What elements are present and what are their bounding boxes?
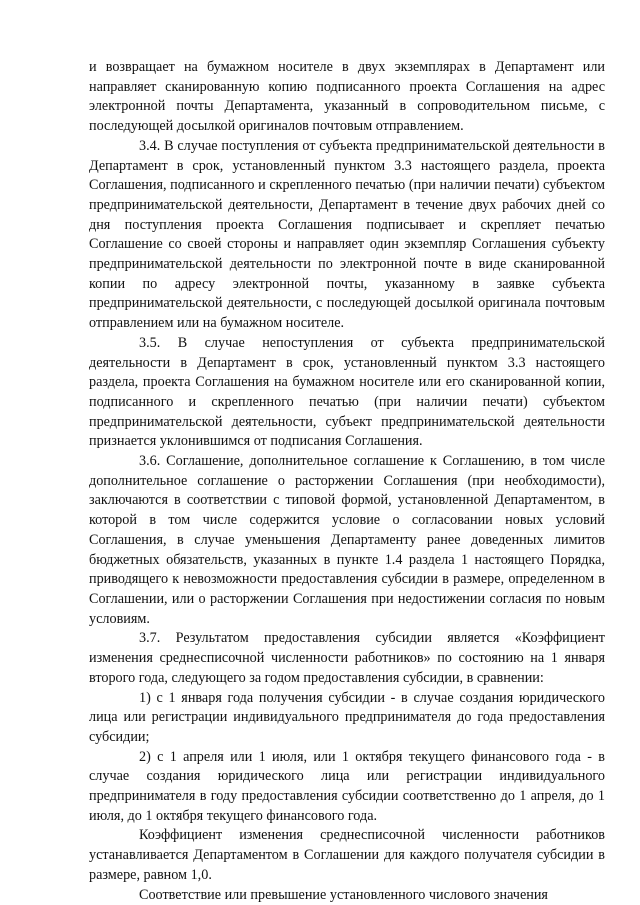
paragraph-coefficient: Коэффициент изменения среднесписочной численности работников устанавливается Департаментом в Соглашении для каждого получателя субсидии в размере, равном 1,0. (89, 827, 605, 883)
paragraph-3-5: 3.5. В случае непоступления от субъекта предпринимательской деятельности в Департамент в срок, установленный пунктом 3.3 настоящего раздела, проекта Соглашения на бумажном носителе или его сканированной копии, подписанного и скрепленного печатью (при наличии печати) субъектом предпринимательской деятельности, субъект предпринимательской деятельности признается уклонившимся от подписания Соглашения. (89, 334, 605, 450)
paragraph-3-4: 3.4. В случае поступления от субъекта предпринимательской деятельности в Департамент в срок, установленный пунктом 3.3 настоящего раздела, проекта Соглашения, подписанного и скрепленного печатью (при наличии печати) субъектом предпринимательской деятельности, Департамент в течение двух рабочих дней со дня поступления проекта Соглашения подписывает и скрепляет печатью Соглашение со своей стороны и направляет один экземпляр Соглашения субъекту предпринимательской деятельности по электронной почте в виде сканированной копии по адресу электронной почты, указанному в заявке субъекта предпринимательской деятельности, с последующей досылкой оригинала почтовым отправлением или на бумажном носителе. (89, 137, 605, 332)
list-item-1: 1) с 1 января года получения субсидии - в случае создания юридического лица или регистрации индивидуального предпринимателя до года предоставления субсидии; (89, 689, 605, 745)
paragraph-compliance: Соответствие или превышение установленного числового значения (139, 886, 548, 903)
paragraph-3-6: 3.6. Соглашение, дополнительное соглашение к Соглашению, в том числе дополнительное соглашение о расторжении Соглашения (при необходимости), заключаются в соответствии с типовой формой, установленной Департаментом, в которой в том числе содержится условие о согласовании новых условий Соглашения, в случае уменьшения Департаменту ранее доведенных лимитов бюджетных обязательств, указанных в пункте 1.4 раздела 1 настоящего Порядка, приводящего к невозможности предоставления субсидии в размере, определенном в Соглашении, или о расторжении Соглашения при недостижении согласия по новым условиям. (89, 453, 605, 627)
document-body (89, 58, 605, 905)
list-item-2: 2) с 1 апреля или 1 июля, или 1 октября текущего финансового года - в случае создания юридического лица или регистрации индивидуального предпринимателя в году предоставления субсидии соответственно до 1 апреля, до 1 июля, до 1 октября текущего финансового года. (89, 748, 605, 824)
paragraph-3-7: 3.7. Результатом предоставления субсидии является «Коэффициент изменения среднесписочной численности работников» по состоянию на 1 января второго года, следующего за годом предоставления субсидии, в сравнении: (89, 630, 605, 686)
paragraph-continuation: и возвращает на бумажном носителе в двух экземплярах в Департамент или направляет сканированную копию подписанного проекта Соглашения на адрес электронной почты Департамента, указанный в сопроводительном письме, с последующей досылкой оригиналов почтовым отправлением. (89, 59, 605, 135)
